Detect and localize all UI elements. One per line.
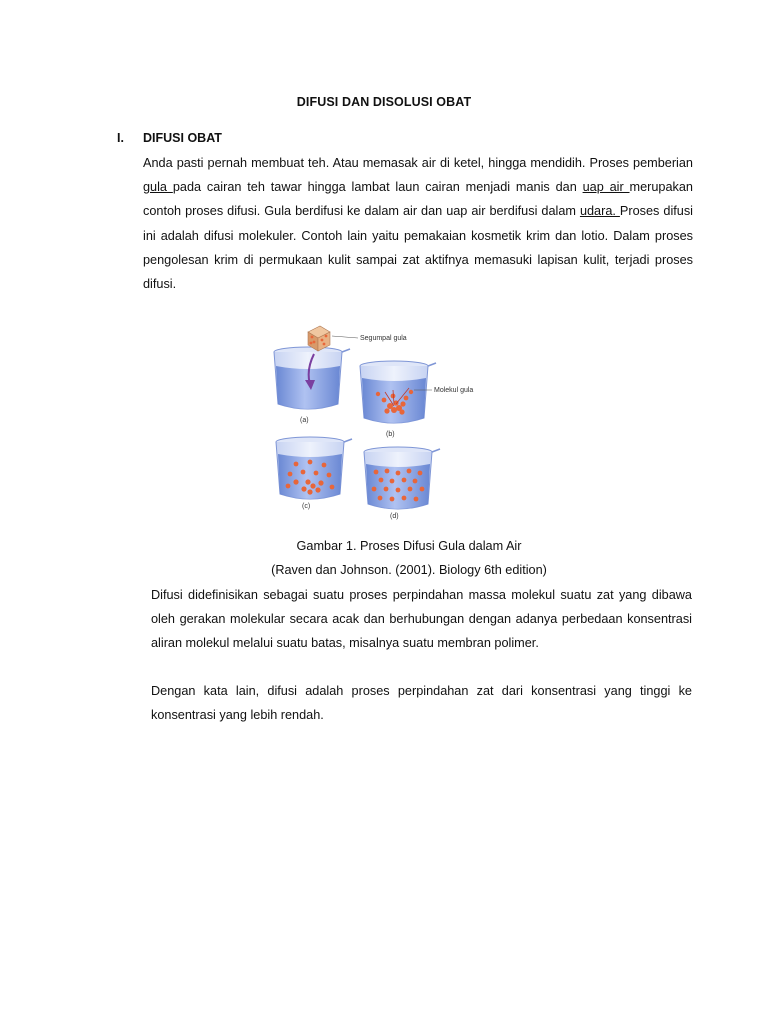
beaker-b bbox=[360, 361, 473, 438]
sugar-cube-icon bbox=[308, 326, 330, 351]
definition-paragraph: Difusi didefinisikan sebagai suatu proses perpindahan massa molekul suatu zat yang dibawa oleh gerakan molekular secara acak dan berhubungan dengan adanya perbedaan konsentrasi aliran molekul melalui suatu batas, misalnya suatu membran polimer. bbox=[151, 588, 692, 651]
panel-label-c: (c) bbox=[302, 503, 311, 510]
diffusion-figure bbox=[266, 322, 498, 528]
section-number: I. bbox=[117, 131, 124, 145]
beaker-c bbox=[276, 437, 352, 510]
underlined-term-uap-air: uap air bbox=[582, 180, 630, 195]
beaker-d bbox=[364, 447, 440, 520]
summary-paragraph: Dengan kata lain, difusi adalah proses perpindahan zat dari konsentrasi yang tinggi ke konsentrasi yang lebih rendah. bbox=[151, 684, 692, 723]
figure-caption: Gambar 1. Proses Difusi Gula dalam Air bbox=[296, 539, 522, 553]
section-title: DIFUSI OBAT bbox=[143, 131, 222, 145]
panel-label-d: (d) bbox=[390, 513, 399, 520]
intro-text-3: merupakan contoh proses difusi. Gula berdifusi ke dalam air dan uap air berdifusi dalam bbox=[143, 180, 693, 219]
underlined-term-gula: gula bbox=[143, 180, 173, 195]
panel-label-b: (b) bbox=[386, 431, 395, 438]
document-title: DIFUSI DAN DISOLUSI OBAT bbox=[296, 95, 472, 109]
intro-text-1: Anda pasti pernah membuat teh. Atau memasak air di ketel, hingga mendidih. Proses pemberian bbox=[143, 156, 693, 170]
intro-paragraph bbox=[143, 151, 693, 296]
label-sugar-molecule: Molekul gula bbox=[434, 387, 474, 394]
underlined-term-udara: udara. bbox=[579, 204, 620, 219]
diffusion-illustration bbox=[266, 322, 498, 528]
label-sugar-cube: Segumpal gula bbox=[360, 335, 407, 342]
panel-label-a: (a) bbox=[300, 417, 309, 424]
intro-text-2: pada cairan teh tawar hingga lambat laun cairan menjadi manis dan bbox=[172, 180, 583, 195]
figure-source: (Raven dan Johnson. (2001). Biology 6th edition) bbox=[271, 563, 547, 577]
intro-text-4: Proses difusi ini adalah difusi molekuler. Contoh lain yaitu pemakaian kosmetik krim dan lotio. Dalam proses pengolesan krim di permukaan kulit sampai zat aktifnya memasuki lapisan kulit, terjadi proses difusi. bbox=[143, 204, 694, 292]
